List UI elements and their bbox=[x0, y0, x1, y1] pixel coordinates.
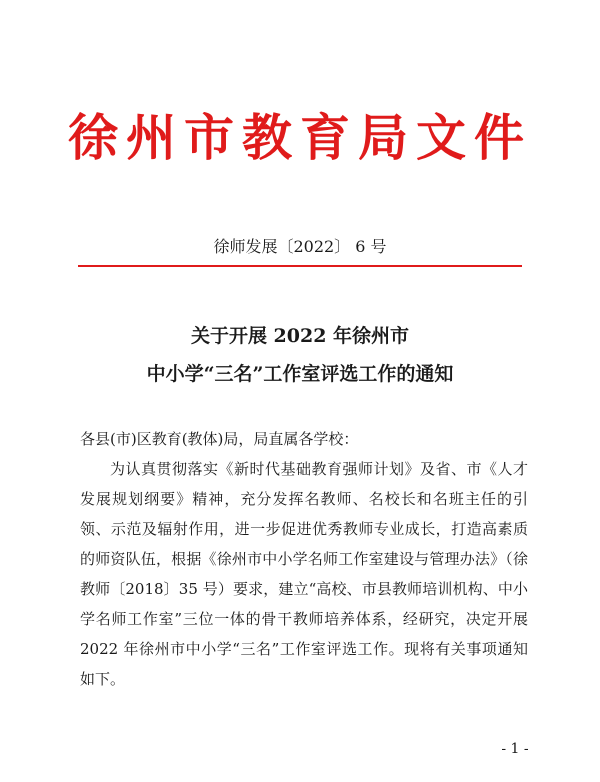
page-number: - 1 - bbox=[501, 741, 529, 757]
notice-title-line-2: 中小学“三名”工作室评选工作的通知 bbox=[146, 363, 454, 385]
document-masthead: 徐州市教育局文件 bbox=[68, 109, 532, 167]
red-divider-line bbox=[78, 265, 522, 267]
addressee: 各县(市)区教育(教体)局，局直属各学校： bbox=[80, 430, 359, 448]
document-number: 徐师发展〔2022〕 6 号 bbox=[213, 237, 387, 256]
notice-title-line-1: 关于开展 2022 年徐州市 bbox=[190, 325, 410, 347]
body-paragraph: 为认真贯彻落实《新时代基础教育强师计划》及省、市《人才发展规划纲要》精神，充分发挥名教师、名校长和名班主任的引领、示范及辐射作用，进一步促进优秀教师专业成长，打造高素质的师资队伍，根据《徐州市中小学名师工作室建设与管理办法》（徐教师〔2018〕35 号）要求，建立“高校、市县教师培训机构、中小学名师工作室”三位一体的骨干教师培养体系，经研究，决定开展 2022 年徐州市中小学“三名”工作室评选工作。现将有关事项通知如下。 bbox=[80, 460, 528, 688]
